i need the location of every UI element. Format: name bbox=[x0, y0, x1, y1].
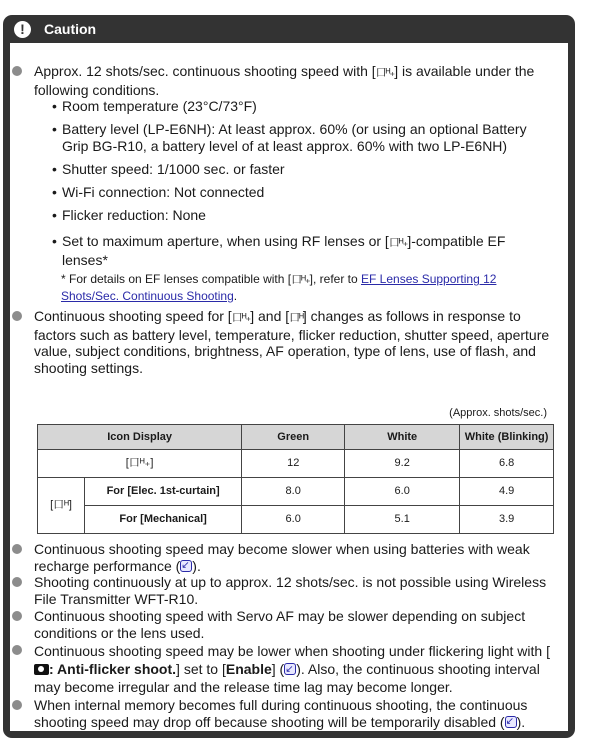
cell-value: 4.9 bbox=[460, 478, 554, 506]
bullet-anti-flicker: Continuous shooting speed may be lower when shooting under flickering light with [: Anti-flicker shoot.] set to [Enable] ( ↙ ). Also, the continuous shooting interval may become irregular and the release time lag may become longer. bbox=[34, 642, 554, 696]
camera-icon bbox=[34, 664, 49, 675]
page-reference-icon[interactable] bbox=[180, 560, 192, 572]
bullet-weak-battery: Continuous shooting speed may become slower when using batteries with weak recharge performance ( ↙ ). bbox=[34, 541, 554, 574]
high-speed-icon: 口ᴴ bbox=[289, 312, 303, 324]
cell-value: 12 bbox=[242, 450, 345, 478]
condition-item: • Flicker reduction: None bbox=[52, 207, 206, 223]
page-reference-icon[interactable] bbox=[505, 716, 517, 728]
cell-value: 6.0 bbox=[242, 506, 345, 534]
cell-value: 6.0 bbox=[345, 478, 460, 506]
high-speed-plus-icon: 口ᴴ₊ bbox=[388, 237, 408, 249]
bullet-servo-af: Continuous shooting speed with Servo AF may be slower depending on subject conditions or the lens used. bbox=[34, 608, 554, 641]
ef-lenses-link[interactable]: EF Lenses Supporting 12 Shots/Sec. Continuous Shooting bbox=[61, 272, 497, 303]
header-icon-display: Icon Display bbox=[38, 425, 242, 450]
table-header-row bbox=[38, 425, 554, 450]
cell-value: 3.9 bbox=[460, 506, 554, 534]
condition-item: • Wi-Fi connection: Not connected bbox=[52, 184, 265, 200]
row-label: For [Mechanical] bbox=[85, 506, 242, 534]
cell-value: 6.8 bbox=[460, 450, 554, 478]
row-icon-high-plus: [口ᴴ₊] bbox=[38, 450, 242, 478]
condition-item: • Shutter speed: 1/1000 sec. or faster bbox=[52, 161, 285, 177]
caution-header bbox=[3, 15, 575, 43]
bullet-dot-icon bbox=[12, 66, 22, 76]
shooting-speed-table bbox=[37, 424, 554, 534]
high-speed-plus-icon: 口ᴴ₊ bbox=[231, 312, 251, 324]
row-icon-high: [口ᴴ] bbox=[38, 478, 85, 534]
bullet-dot-icon bbox=[12, 611, 22, 621]
table-unit-label: (Approx. shots/sec.) bbox=[449, 407, 547, 419]
bullet-dot-icon bbox=[12, 577, 22, 587]
bullet-12fps-conditions: Approx. 12 shots/sec. continuous shooting speed with [口ᴴ₊] is available under the following conditions. bbox=[34, 63, 554, 98]
header-white: White bbox=[345, 425, 460, 450]
ef-lens-footnote: * For details on EF lenses compatible with [口ᴴ₊], refer to EF Lenses Supporting 12 Shots/Sec. Continuous Shooting. bbox=[61, 272, 497, 303]
table-row bbox=[38, 506, 554, 534]
high-speed-plus-icon: 口ᴴ₊ bbox=[375, 67, 395, 79]
condition-item: • Set to maximum aperture, when using RF lenses or [口ᴴ₊]-compatible EF lenses* bbox=[52, 233, 506, 268]
header-white-blinking: White (Blinking) bbox=[460, 425, 554, 450]
table-row bbox=[38, 450, 554, 478]
bullet-speed-factors: Continuous shooting speed for [口ᴴ₊] and [口ᴴ] changes as follows in response to factors such as battery level, temperature, flicker reduction, shutter speed, aperture value, subject conditions, brightness, AF operation, type of lens, use of flash, and shooting settings. bbox=[34, 308, 554, 376]
exclamation-icon: ! bbox=[14, 21, 31, 38]
bullet-dot-icon bbox=[12, 645, 22, 655]
table-row bbox=[38, 478, 554, 506]
high-speed-plus-icon: 口ᴴ₊ bbox=[291, 274, 310, 286]
bullet-internal-memory: When internal memory becomes full during continuous shooting, the continuous shooting speed may drop off because shooting will be temporarily disabled ( ↙ ). bbox=[34, 697, 554, 730]
bullet-wft-r10: Shooting continuously at up to approx. 12 shots/sec. is not possible using Wireless File Transmitter WFT-R10. bbox=[34, 574, 554, 607]
bullet-dot-icon bbox=[12, 544, 22, 554]
bullet-dot-icon bbox=[12, 700, 22, 710]
condition-item: • Battery level (LP-E6NH): At least approx. 60% (or using an optional Battery Grip BG-R10, a battery level of at least approx. 60% with two LP-E6NH) bbox=[52, 121, 527, 154]
condition-item: • Room temperature (23°C/73°F) bbox=[52, 98, 257, 114]
bullet-dot-icon bbox=[12, 311, 22, 321]
cell-value: 8.0 bbox=[242, 478, 345, 506]
cell-value: 9.2 bbox=[345, 450, 460, 478]
cell-value: 5.1 bbox=[345, 506, 460, 534]
caution-body bbox=[10, 43, 568, 731]
caution-box bbox=[3, 15, 575, 738]
row-label: For [Elec. 1st-curtain] bbox=[85, 478, 242, 506]
header-green: Green bbox=[242, 425, 345, 450]
caution-title: Caution bbox=[44, 21, 97, 37]
page-reference-icon[interactable] bbox=[284, 663, 296, 675]
